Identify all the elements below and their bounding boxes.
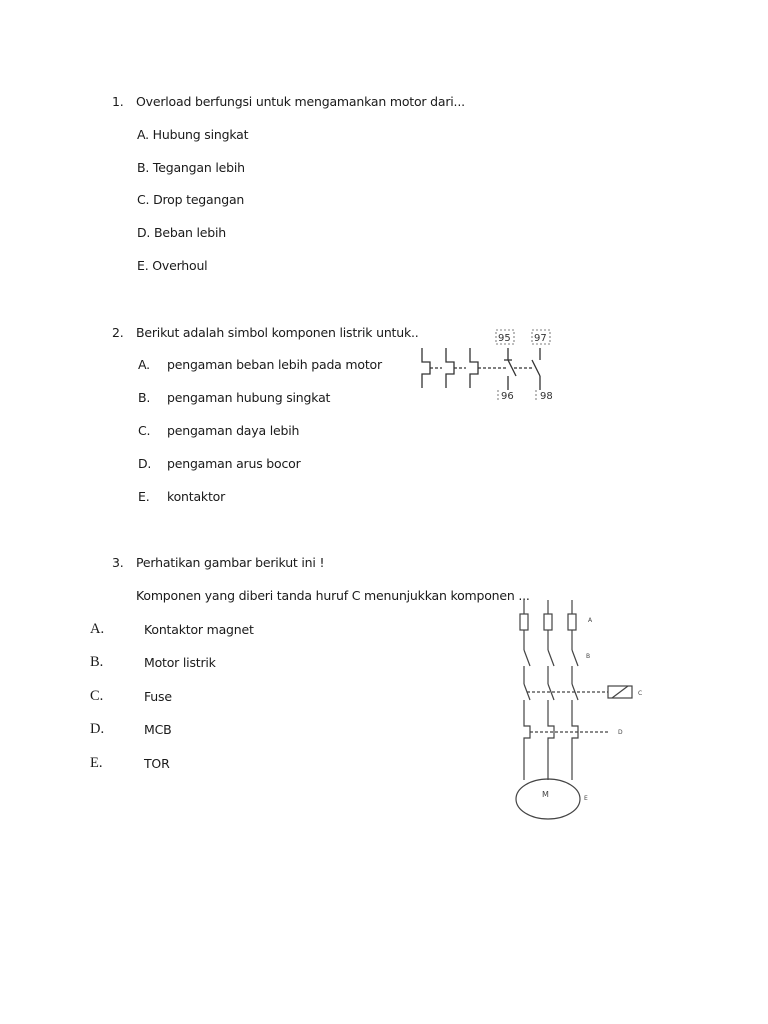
q3-option-d-letter: D. <box>90 721 105 737</box>
q3-option-d-text: MCB <box>144 722 172 737</box>
q3-subprompt: Komponen yang diberi tanda huruf C menunjukkan komponen ... <box>136 588 530 603</box>
q2-prompt: Berikut adalah simbol komponen listrik untuk.. <box>136 325 419 340</box>
q3-option-e-letter: E. <box>90 755 103 771</box>
label-b: B <box>586 653 591 660</box>
terminal-97-label: 97 <box>534 333 547 344</box>
q3-number: 3. <box>112 555 124 570</box>
q3-option-b-letter: B. <box>90 654 104 670</box>
q2-option-b-text: pengaman hubung singkat <box>167 390 331 405</box>
q3-option-e-text: TOR <box>144 756 170 771</box>
q1-option-a: A. Hubung singkat <box>137 127 249 142</box>
q2-option-b-letter: B. <box>138 390 151 405</box>
q2-option-d-text: pengaman arus bocor <box>167 456 301 471</box>
q2-option-c-letter: C. <box>138 423 151 438</box>
q2-option-e-text: kontaktor <box>167 489 226 504</box>
motor-circuit-diagram <box>510 600 665 825</box>
q1-option-c: C. Drop tegangan <box>137 192 245 207</box>
q3-option-a-letter: A. <box>90 621 105 637</box>
q3-option-c-letter: C. <box>90 688 104 704</box>
label-a: A <box>588 617 593 624</box>
q2-option-e-letter: E. <box>138 489 150 504</box>
q1-option-d: D. Beban lebih <box>137 225 227 240</box>
motor-label: M <box>542 790 549 799</box>
label-e: E <box>584 795 588 802</box>
q3-option-a-text: Kontaktor magnet <box>144 622 254 637</box>
terminal-98-label: 98 <box>540 391 553 402</box>
terminal-95-label: 95 <box>498 333 511 344</box>
q2-option-d-letter: D. <box>138 456 152 471</box>
q2-option-a-text: pengaman beban lebih pada motor <box>167 357 382 372</box>
overload-relay-symbol <box>408 324 568 404</box>
label-d: D <box>618 729 623 736</box>
q3-option-c-text: Fuse <box>144 689 172 704</box>
q2-option-c-text: pengaman daya lebih <box>167 423 300 438</box>
terminal-96-label: 96 <box>501 391 514 402</box>
label-c: C <box>638 690 643 697</box>
q1-number: 1. <box>112 94 124 109</box>
q3-option-b-text: Motor listrik <box>144 655 216 670</box>
q2-option-a-letter: A. <box>138 357 150 372</box>
q1-prompt: Overload berfungsi untuk mengamankan motor dari... <box>136 94 465 109</box>
q1-option-e: E. Overhoul <box>137 258 208 273</box>
q2-number: 2. <box>112 325 124 340</box>
q1-option-b: B. Tegangan lebih <box>137 160 245 175</box>
q3-prompt: Perhatikan gambar berikut ini ! <box>136 555 325 570</box>
